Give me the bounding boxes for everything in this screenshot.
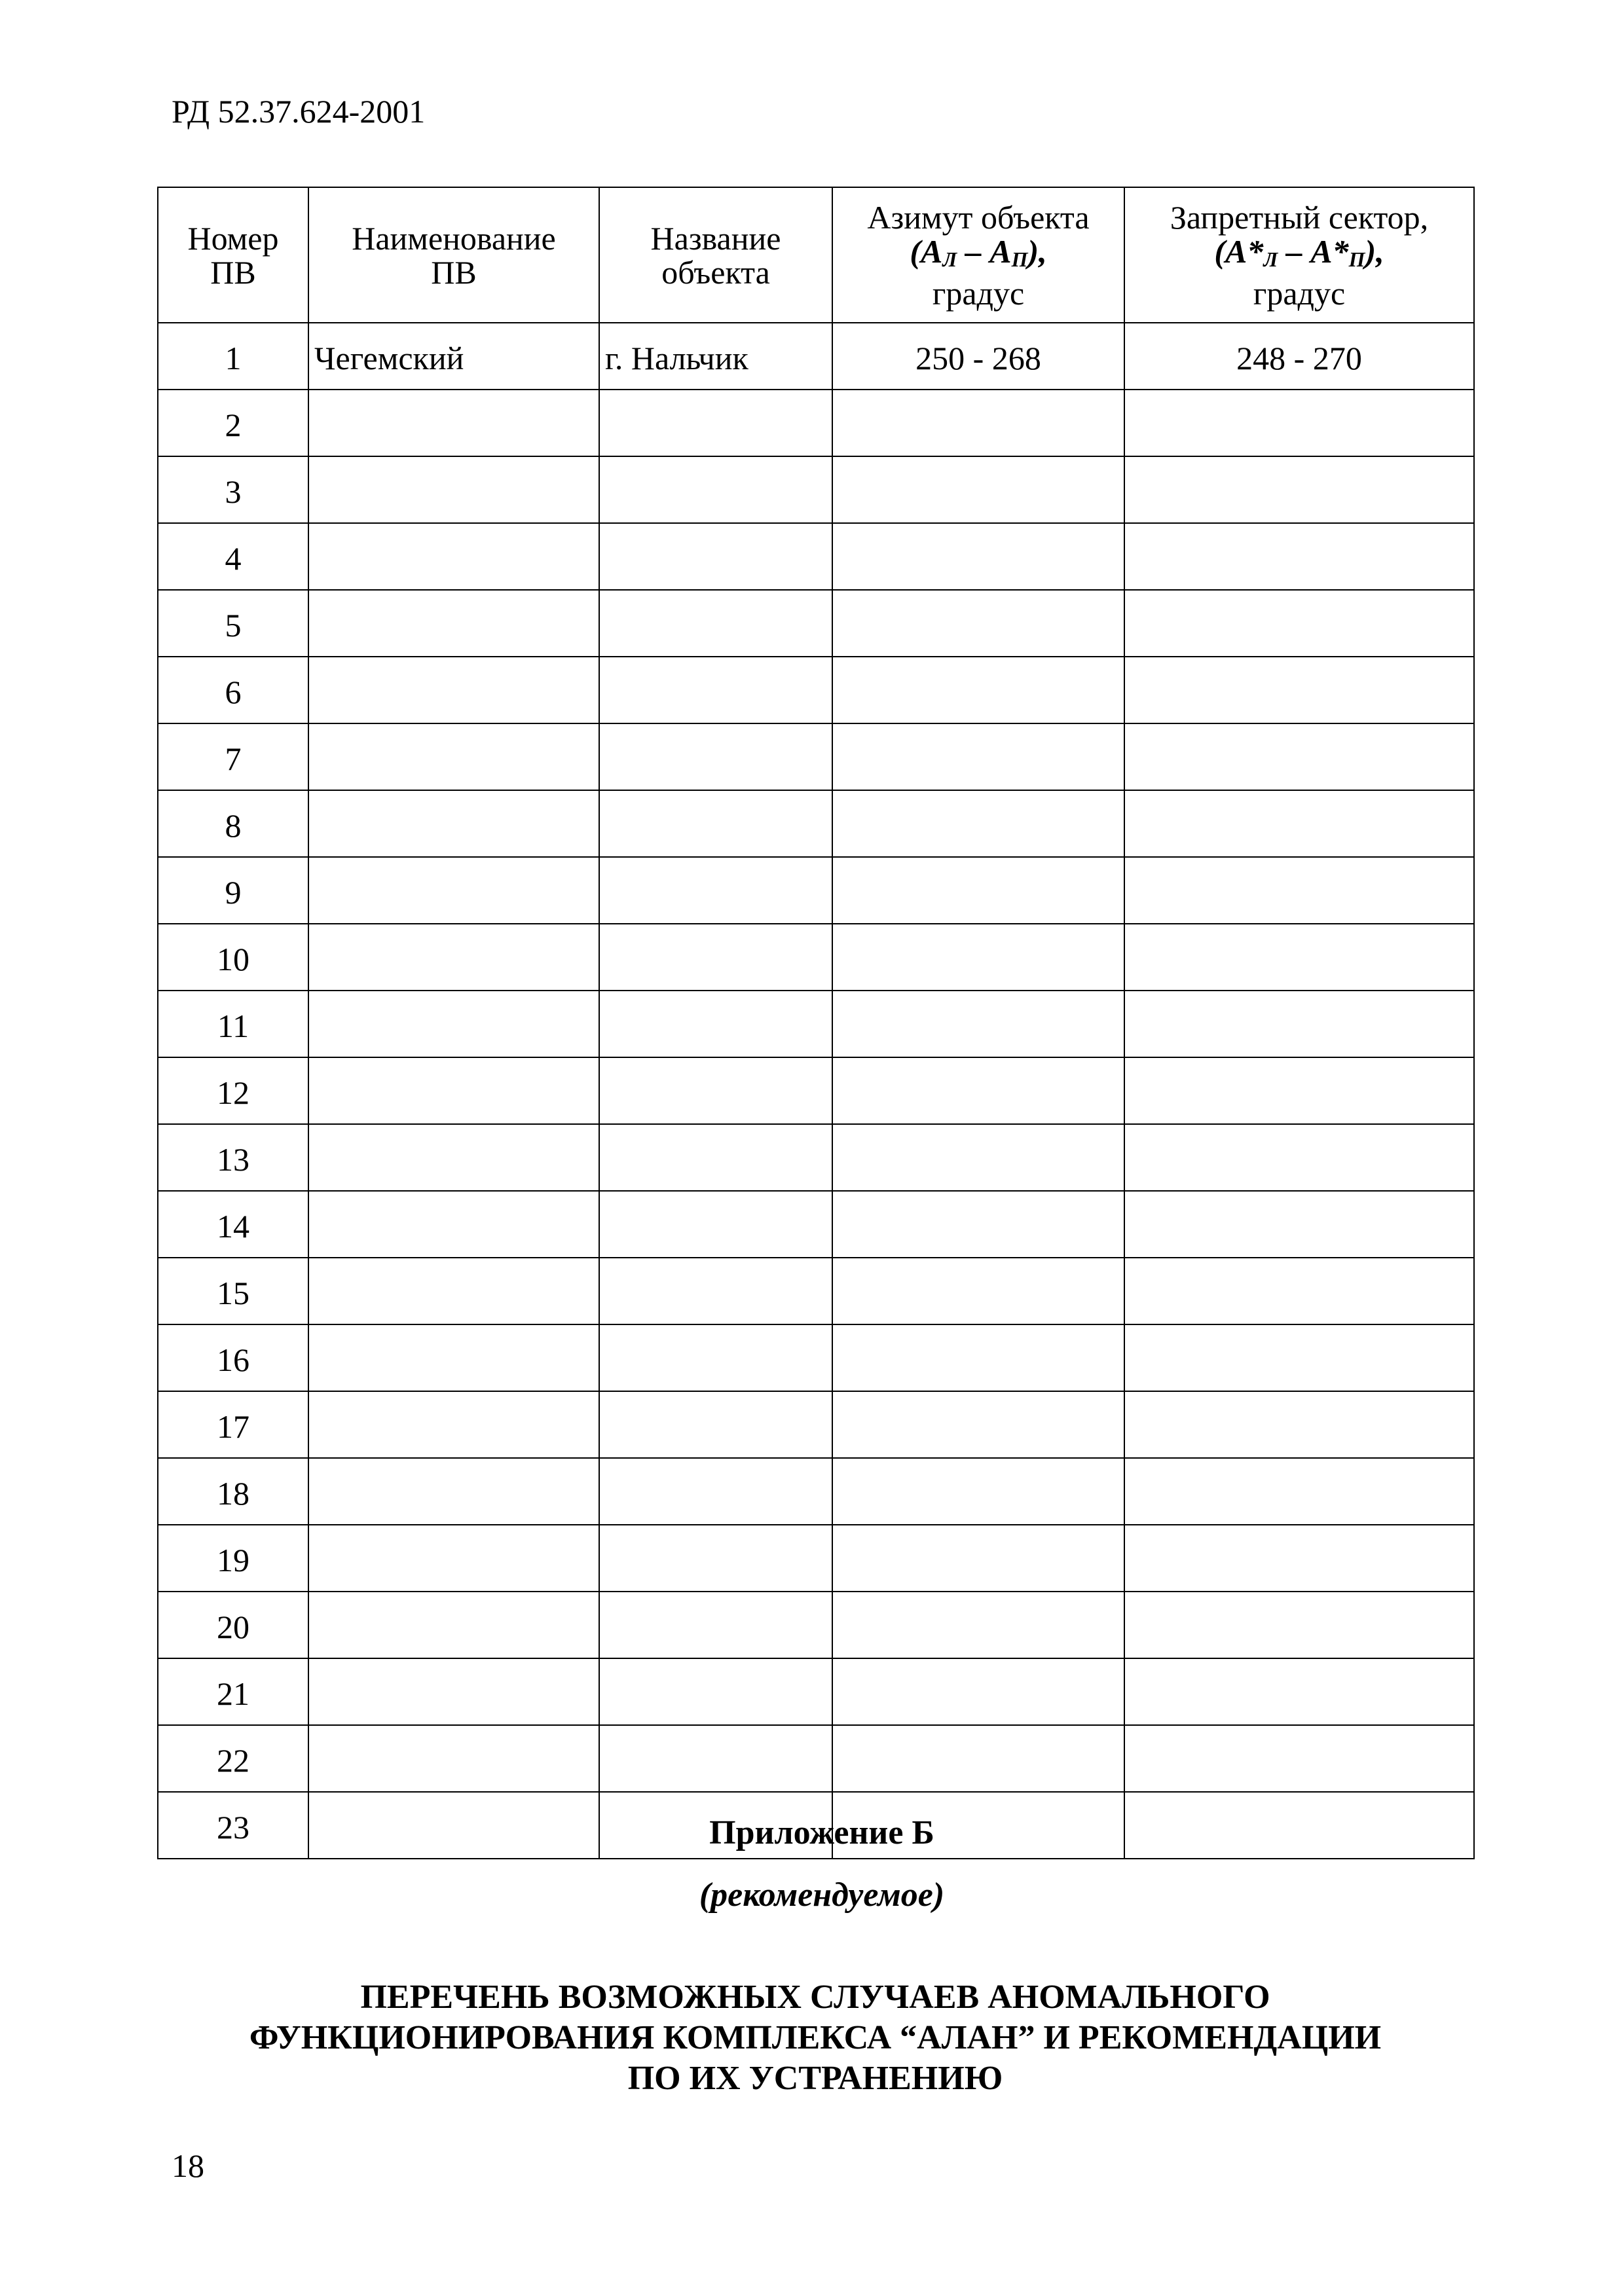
cell-object-name [599,590,832,657]
cell-forbidden-sector [1124,991,1474,1057]
cell-object-name [599,456,832,523]
cell-number: 5 [158,590,308,657]
cell-azimuth [832,456,1124,523]
page-number: 18 [172,2147,204,2184]
stations-table [157,187,1475,1859]
cell-azimuth [832,1191,1124,1258]
cell-number: 15 [158,1258,308,1324]
table-row [158,590,1474,657]
cell-forbidden-sector [1124,857,1474,924]
cell-object-name [599,1258,832,1324]
cell-forbidden-sector [1124,1124,1474,1191]
cell-forbidden-sector [1124,1592,1474,1658]
table-row [158,456,1474,523]
cell-azimuth [832,590,1124,657]
azimuth-formula: $(A_Л - A_П)$, [910,232,1047,271]
cell-object-name [599,790,832,857]
cell-azimuth [832,1057,1124,1124]
cell-station-name [308,1525,599,1592]
table-row [158,1391,1474,1458]
cell-station-name [308,790,599,857]
cell-azimuth [832,723,1124,790]
table-row [158,857,1474,924]
cell-object-name [599,1124,832,1191]
cell-station-name [308,857,599,924]
cell-number: 6 [158,657,308,723]
cell-azimuth [832,523,1124,590]
cell-number: 7 [158,723,308,790]
table-row [158,991,1474,1057]
table-row [158,1057,1474,1124]
cell-forbidden-sector [1124,1458,1474,1525]
cell-number: 19 [158,1525,308,1592]
cell-forbidden-sector [1124,456,1474,523]
cell-station-name [308,590,599,657]
cell-azimuth [832,1725,1124,1792]
cell-station-name [308,1725,599,1792]
cell-object-name [599,1525,832,1592]
cell-object-name [599,1391,832,1458]
cell-station-name [308,1592,599,1658]
cell-forbidden-sector [1124,1525,1474,1592]
cell-forbidden-sector [1124,790,1474,857]
table-row [158,390,1474,456]
cell-forbidden-sector [1124,723,1474,790]
header-station-name: Наименование ПВ [308,187,599,323]
cell-forbidden-sector [1124,1057,1474,1124]
cell-azimuth [832,390,1124,456]
table-row [158,523,1474,590]
cell-object-name [599,1592,832,1658]
cell-station-name [308,924,599,991]
section-heading-line: ПО ИХ УСТРАНЕНИЮ [627,2060,1003,2097]
forbidden-sector-formula: $(A*_Л - A*_П)$, [1214,232,1384,271]
cell-number: 21 [158,1658,308,1725]
cell-object-name [599,1458,832,1525]
cell-azimuth [832,857,1124,924]
cell-number: 17 [158,1391,308,1458]
cell-station-name [308,1324,599,1391]
cell-forbidden-sector [1124,523,1474,590]
cell-station-name [308,456,599,523]
cell-forbidden-sector [1124,390,1474,456]
cell-forbidden-sector [1124,590,1474,657]
table-header-row [158,187,1474,323]
cell-number: 14 [158,1191,308,1258]
cell-station-name: Чегемский [308,323,599,390]
header-forbidden-sector: Запретный сектор, $(A*_Л - A*_П)$, градус [1124,187,1474,323]
table-row [158,323,1474,390]
cell-station-name [308,1458,599,1525]
cell-forbidden-sector [1124,1391,1474,1458]
cell-station-name [308,723,599,790]
cell-azimuth [832,1458,1124,1525]
cell-object-name [599,857,832,924]
table-row [158,1725,1474,1792]
cell-number: 20 [158,1592,308,1658]
cell-azimuth [832,1592,1124,1658]
cell-azimuth [832,1124,1124,1191]
cell-object-name [599,924,832,991]
cell-number: 3 [158,456,308,523]
cell-number: 13 [158,1124,308,1191]
cell-number: 11 [158,991,308,1057]
cell-forbidden-sector [1124,657,1474,723]
cell-station-name [308,991,599,1057]
cell-station-name [308,1057,599,1124]
table-row [158,1258,1474,1324]
cell-object-name [599,1191,832,1258]
cell-number: 12 [158,1057,308,1124]
cell-azimuth [832,1525,1124,1592]
cell-object-name [599,1057,832,1124]
cell-forbidden-sector [1124,1324,1474,1391]
cell-number: 16 [158,1324,308,1391]
table-row [158,657,1474,723]
cell-station-name [308,657,599,723]
cell-station-name [308,1124,599,1191]
table-row [158,723,1474,790]
cell-forbidden-sector: 248 - 270 [1124,323,1474,390]
cell-azimuth [832,1658,1124,1725]
cell-object-name [599,723,832,790]
cell-forbidden-sector [1124,1658,1474,1725]
cell-azimuth: 250 - 268 [832,323,1124,390]
cell-number: 10 [158,924,308,991]
header-object-name: Название объекта [599,187,832,323]
cell-forbidden-sector [1124,1191,1474,1258]
table-row [158,1592,1474,1658]
cell-object-name [599,991,832,1057]
cell-object-name [599,1658,832,1725]
cell-azimuth [832,1324,1124,1391]
header-azimuth: Азимут объекта $(A_Л - A_П)$, градус [832,187,1124,323]
table-row [158,1525,1474,1592]
cell-number: 2 [158,390,308,456]
annex-title: Приложение Б [709,1814,934,1851]
cell-station-name [308,1391,599,1458]
cell-number: 1 [158,323,308,390]
table-row [158,1124,1474,1191]
cell-azimuth [832,1258,1124,1324]
cell-number: 22 [158,1725,308,1792]
cell-forbidden-sector [1124,1725,1474,1792]
cell-number: 23 [158,1792,308,1859]
cell-object-name [599,523,832,590]
cell-forbidden-sector [1124,1258,1474,1324]
cell-azimuth [832,657,1124,723]
cell-number: 18 [158,1458,308,1525]
table-row [158,1658,1474,1725]
cell-station-name [308,523,599,590]
section-heading [157,1977,1473,2099]
cell-number: 8 [158,790,308,857]
cell-object-name [599,390,832,456]
table-row [158,1191,1474,1258]
cell-station-name [308,1258,599,1324]
cell-object-name [599,657,832,723]
document-code: РД 52.37.624-2001 [172,93,426,130]
header-number: Номер ПВ [158,187,308,323]
table-row [158,1458,1474,1525]
cell-forbidden-sector [1124,924,1474,991]
cell-station-name [308,390,599,456]
section-heading-line: ПЕРЕЧЕНЬ ВОЗМОЖНЫХ СЛУЧАЕВ АНОМАЛЬНОГО [360,1978,1270,2016]
cell-station-name [308,1658,599,1725]
cell-object-name: г. Нальчик [599,323,832,390]
cell-azimuth [832,924,1124,991]
cell-azimuth [832,790,1124,857]
cell-azimuth [832,1391,1124,1458]
annex-subtitle: (рекомендуемое) [699,1876,945,1914]
cell-station-name [308,1191,599,1258]
cell-number: 4 [158,523,308,590]
table-row [158,924,1474,991]
section-heading-line: ФУНКЦИОНИРОВАНИЯ КОМПЛЕКСА “АЛАН” И РЕКОМЕНДАЦИИ [249,2019,1382,2056]
cell-object-name [599,1725,832,1792]
cell-object-name [599,1324,832,1391]
cell-azimuth [832,991,1124,1057]
cell-number: 9 [158,857,308,924]
table-row [158,790,1474,857]
table-row [158,1324,1474,1391]
